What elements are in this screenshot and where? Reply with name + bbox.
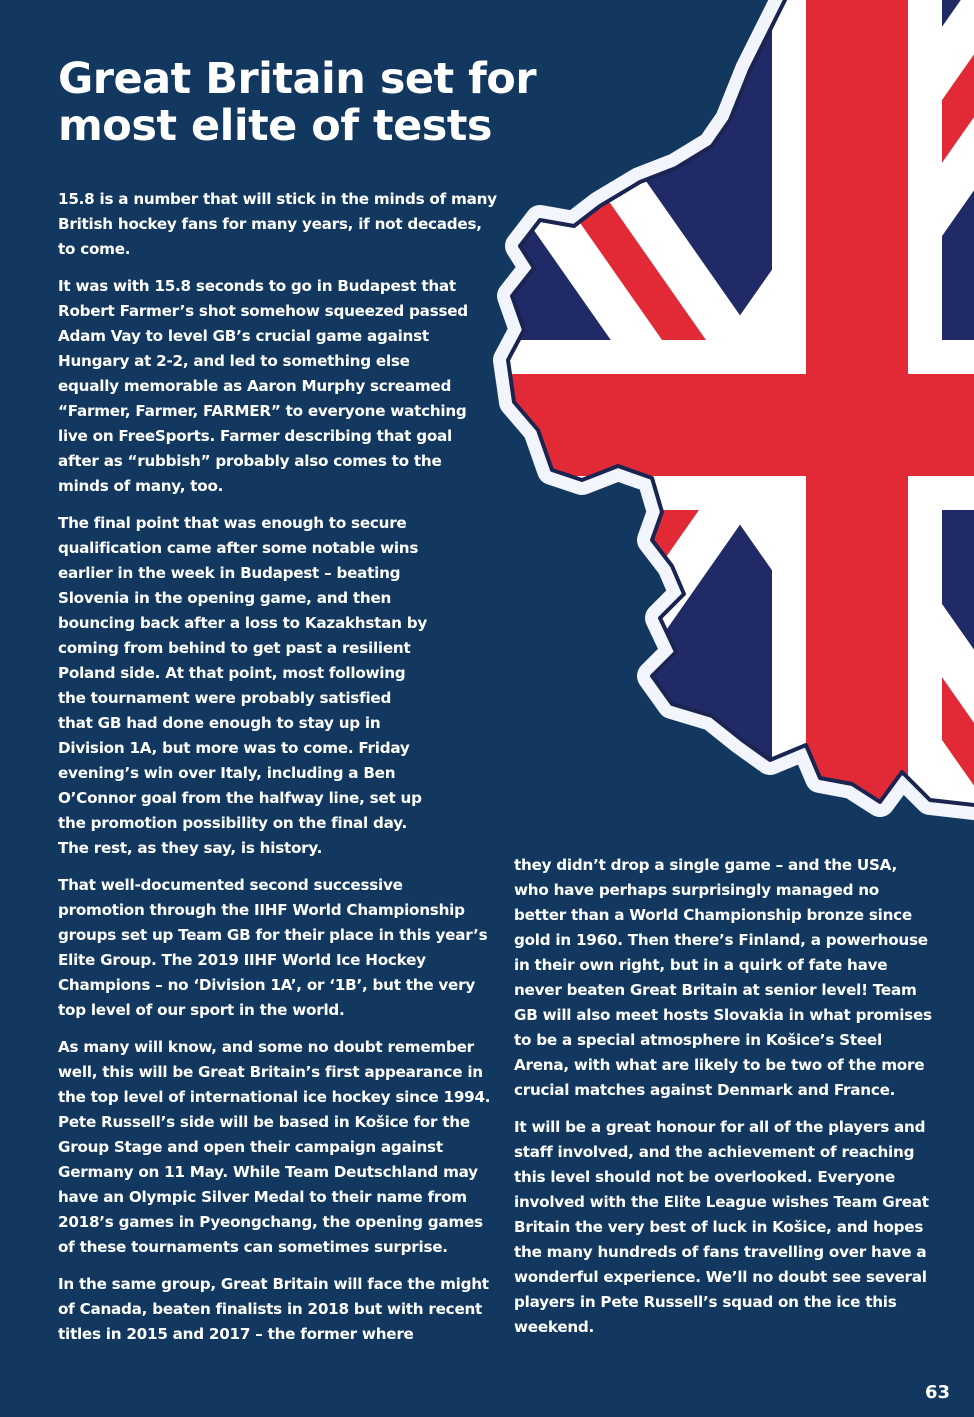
body-paragraph: It will be a great honour for all of the players and staff involved, and the achievement of reaching this level should not be overlooked. Everyone involved with the Elite League wishes Team Great Britain the very best of luck in Košice, and hopes the many hundreds of fans travelling over have a wonderful experience. We’ll no doubt see several players in Pete Russell’s squad on the ice this weekend. bbox=[514, 1118, 929, 1336]
body-paragraph: The final point that was enough to secure qualification came after some notable wins earlier in the week in Budapest – beating Slovenia in the opening game, and then bouncing back after a loss to Kazakhstan by coming from behind to get past a resilient Poland side. At that point, most following the tournament were probably satisfied that GB had done enough to stay up in Division 1A, but more was to come. Friday evening’s win over Italy, including a Ben O’Connor goal from the halfway line, set up the promotion possibility on the final day. The rest, as they say, is history. bbox=[58, 514, 428, 857]
body-paragraph: they didn’t drop a single game – and the USA, who have perhaps surprisingly managed no better than a World Championship bronze since gold in 1960. Then there’s Finland, a powerhouse in their own right, but in a quirk of fate have never beaten Great Britain at senior level! Team GB will also meet hosts Slovakia in what promises to be a special atmosphere in Košice’s Steel Arena, with what are likely to be two of the more crucial matches against Denmark and France. bbox=[514, 856, 932, 1099]
body-paragraph: As many will know, and some no doubt remember well, this will be Great Britain’s first appearance in the top level of international ice hockey since 1994. Pete Russell’s side will be based in Košice for the Group Stage and open their campaign against Germany on 11 May. While Team Deutschland may have an Olympic Silver Medal to their name from 2018’s games in Pyeongchang, the opening games of these tournaments can sometimes surprise. bbox=[58, 1038, 491, 1256]
page-number: 63 bbox=[924, 1382, 950, 1403]
article-headline bbox=[58, 56, 598, 150]
article-column-right bbox=[514, 853, 934, 1352]
body-paragraph: In the same group, Great Britain will face the might of Canada, beaten finalists in 2018 but with recent titles in 2015 and 2017 – the former where bbox=[58, 1275, 489, 1343]
body-paragraph: That well-documented second successive promotion through the IIHF World Championship groups set up Team GB for their place in this year’s Elite Group. The 2019 IIHF World Ice Hockey Champions – no ‘Division 1A’, or ‘1B’, but the very top level of our sport in the world. bbox=[58, 876, 488, 1019]
body-paragraph: It was with 15.8 seconds to go in Budapest that Robert Farmer’s shot somehow squeezed passed Adam Vay to level GB’s crucial game against Hungary at 2-2, and led to something else equally memorable as Aaron Murphy screamed “Farmer, Farmer, FARMER” to everyone watching live on FreeSports. Farmer describing that goal after as “rubbish” probably also comes to the minds of many, too. bbox=[58, 277, 468, 495]
body-paragraph: 15.8 is a number that will stick in the minds of many British hockey fans for many years, if not decades, to come. bbox=[58, 190, 497, 258]
article-column-left bbox=[58, 187, 498, 1359]
headline-line-2: most elite of tests bbox=[58, 101, 492, 151]
headline-line-1: Great Britain set for bbox=[58, 54, 537, 104]
